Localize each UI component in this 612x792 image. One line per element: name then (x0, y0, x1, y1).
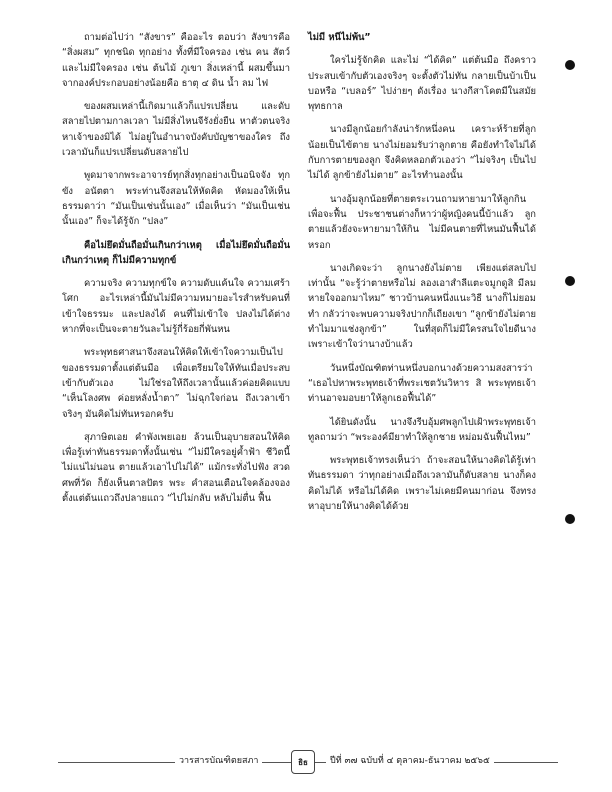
paragraph: ถามต่อไปว่า “สังขาร” คืออะไร ตอบว่า สังขารคือ “สิ่งผสม” ทุกชนิด ทุกอย่าง ทั้งที่มีใจครอง เช่น คน สัตว์ และไม่มีใจครอง เช่น ต้นไม้ ภูเขา สิ่งเหล่านี้ ผสมขึ้นมาจากองค์ประกอบอย่างน้อยคือ ธาตุ ๔ ดิน น้ำ ลม ไฟ (62, 32, 290, 89)
binder-hole-dot (565, 60, 575, 70)
journal-name: วารสารบัณฑิตยสภา (175, 753, 262, 767)
paragraph: ความจริง ความทุกข์ใจ ความดับแค้นใจ ความเศร้าโศก อะไรเหล่านี้มันไม่มีความหมายอะไรสำหรับคนที่เข้าใจธรรมะ และปลงได้ คนที่ไม่เข้าใจ ปลงไม่ได้ต่างหากที่จะเป็นจะตายวันละไม่รู้กี่ร้อยกี่พันหน (62, 278, 290, 336)
paragraph: พระพุทธศาสนาจึงสอนให้คิดให้เข้าใจความเป็นไปของธรรมดาตั้งแต่ต้นมือ เพื่อเตรียมใจให้ทันเมื่อประสบเข้ากับตัวเอง ไม่ใช่รอให้ถึงเวลานั้นแล้วค่อยคิดแบบ “เห็นโลงศพ ค่อยหลั่งน้ำตา” ไม่ฉุกใจก่อน ถึงเวลาเข้าจริงๆ มันคิดไม่ทันหรอกครับ (62, 347, 290, 420)
paragraph: พระพุทธเจ้าทรงเห็นว่า ถ้าจะสอนให้นางคิดได้รู้เท่าทันธรรมดา ว่าทุกอย่างเมื่อถึงเวลามันก็ดับสลาย นางก็คงคิดไม่ได้ หรือไม่ได้คิด เพราะไม่เคยมีคนมาก่อน จึงทรงหาอุบายให้นางคิดได้ด้วย (308, 455, 536, 513)
paragraph: ได้ยินดังนั้น นางจึงรีบอุ้มศพลูกไปเฝ้าพระพุทธเจ้า ทูลถามว่า “พระองค์มียาทำให้ลูกชาย หม่อมฉันฟื้นไหม” (308, 416, 536, 443)
right-column (308, 30, 536, 522)
left-column (62, 30, 290, 514)
paragraph: นางอุ้มลูกน้อยที่ตายตระเวนถามหายามาให้ลูกกิน เพื่อจะฟื้น ประชาชนต่างก็หาว่าผู้หญิงคนนี้บ้าแล้ว ลูกตายแล้วยังจะหายามาให้กิน ไม่มีคนตายที่ไหนมันฟื้นได้หรอก (308, 193, 536, 251)
paragraph: วันหนึ่งบัณฑิตท่านหนึ่งบอกนางด้วยความสงสารว่า “เธอไปหาพระพุทธเจ้าที่พระเชตวันวิหาร สิ พระพุทธเจ้าท่านอาจมอบยาให้ลูกเธอฟื้นได้” (308, 362, 536, 405)
paragraph: ใครไม่รู้จักคิด และไม่ “ได้คิด” แต่ต้นมือ ถึงคราวประสบเข้ากับตัวเองจริงๆ จะตั้งตัวไม่ทัน กลายเป็นบ้าเป็นบอหรือ “เบลอร์” ไปง่ายๆ ดังเรื่อง นางกีสาโคตมีในสมัยพุทธกาล (308, 55, 536, 113)
issue-info: ปีที่ ๓๗ ฉบับที่ ๔ ตุลาคม-ธันวาคม ๒๕๖๕ (326, 753, 494, 767)
binder-hole-dot (565, 276, 575, 286)
journal-logo-icon: ธิธ (291, 750, 315, 774)
paragraph: นางมีลูกน้อยกำลังน่ารักหนึ่งคน เคราะห์ร้ายที่ลูกน้อยเป็นไข้ตาย นางไม่ยอมรับว่าลูกตาย คือยังทำใจไม่ได้กับการตายของลูก จึงคิดหลอกตัวเองว่า “ไม่จริงๆ เป็นไปไม่ได้ ลูกข้ายังไม่ตาย” อะไรทำนองนั้น (308, 124, 536, 182)
paragraph: นางเกิดจะว่า ลูกนางยังไม่ตาย เพียงแต่สลบไปเท่านั้น “จะรู้ว่าตายหรือไม่ ลองเอาสำลีแตะจมูกดูสิ มีลมหายใจออกมาไหม” ชาวบ้านคนหนึ่งแนะวิธี นางก็ไม่ยอมทำ กลัวว่าจะพบความจริงปากก็เถียงเขา “ลูกข้ายังไม่ตาย ทำไมมาแช่งลูกข้า” ในที่สุดก็ไม่มีใครสนใจไยดีนาง เพราะเข้าใจว่านางบ้าแล้ว (308, 262, 536, 351)
paragraph: ไม่มี หนีไม่พ้น” (308, 32, 371, 43)
binder-hole-dot (565, 514, 575, 524)
paragraph: ของผสมเหล่านี้เกิดมาแล้วก็แปรเปลี่ยน และดับสลายไปตามกาลเวลา ไม่มีสิ่งไหนจีรังยั่งยืน หาตัวตนจริง หาเจ้าของมิได้ ไม่อยู่ในอำนาจบังคับบัญชาของใคร ถึงเวลามันก็แปรเปลี่ยนดับสลายไป (62, 101, 290, 159)
paragraph: พูดมาจากพระอาจารย์ทุกสิ่งทุกอย่างเป็นอนิจจัง ทุกขัง อนัตตา พระท่านจึงสอนให้หัดคิด หัดมองให้เห็นธรรมดาว่า “มันเป็นเช่นนั้นเอง” เมื่อเห็นว่า “มันเป็นเช่นนั้นเอง” ก็จะได้รู้จัก “ปลง” (62, 170, 290, 228)
page-footer (0, 750, 612, 774)
paragraph: สุภาษิตเอย คำพังเพยเอย ล้วนเป็นอุบายสอนให้คิดเพื่อรู้เท่าทันธรรมดาทั้งนั้นเช่น “ไม่มีใครอยู่ค้ำฟ้า ชีวิตนี้ ไม่แน่ไม่นอน ตายแล้วเอาไปไม่ได้” แม้กระทั่งไปฟัง สวดศพที่วัด ก็ยังเห็นตาลปัตร พระ คำสอนเตือนใจคล้องจองตั้งแต่ต้นแถวถึงปลายแถว “ไปไม่กลับ หลับไม่ตื่น ฟื้น (62, 431, 290, 505)
paragraph: คือไม่ยึดมั่นถือมั่นเกินกว่าเหตุ เมื่อไม่ยึดมั่นถือมั่นเกินกว่าเหตุ ก็ไม่มีความทุกข์ (62, 239, 290, 266)
